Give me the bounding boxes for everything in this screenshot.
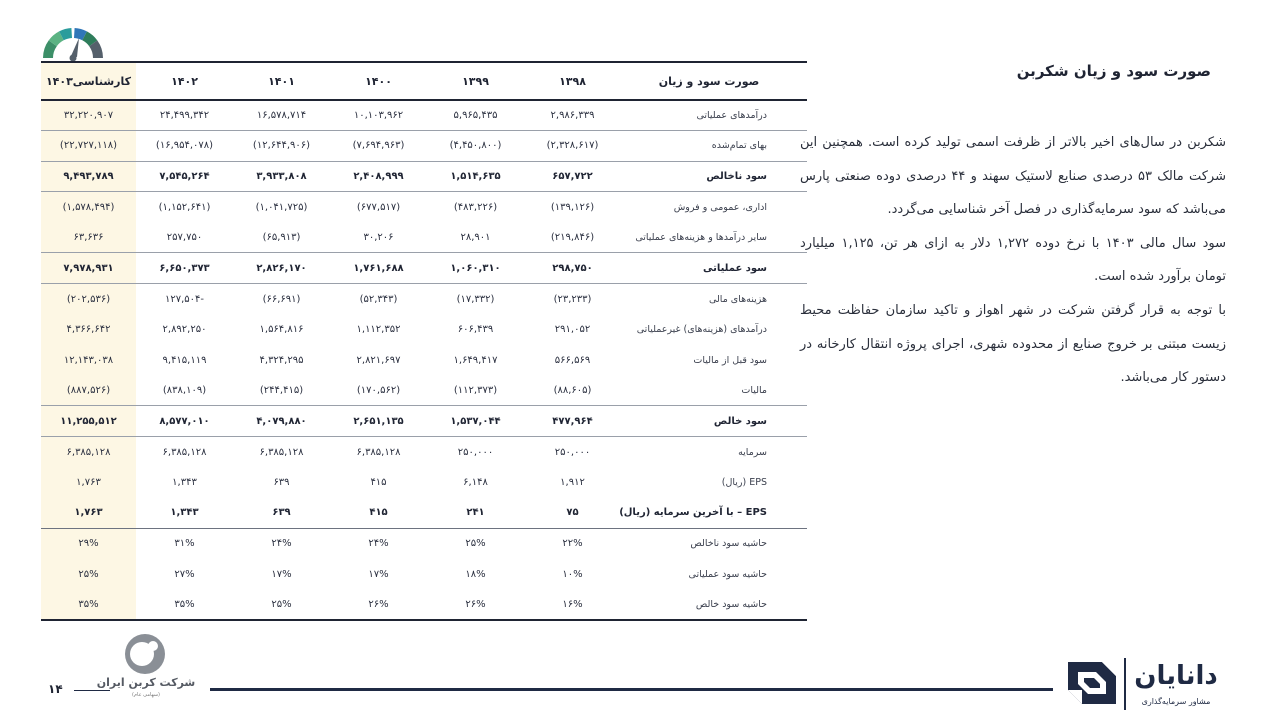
cell-1402: ۱,۳۴۳: [172, 476, 197, 488]
header-1400: ۱۴۰۰: [365, 74, 392, 88]
row-label: درآمدهای عملیاتی: [696, 110, 767, 122]
income-statement-table: [41, 61, 807, 621]
cell-1402: ۲۵۷,۷۵۰: [166, 231, 203, 243]
cell-1399: ۱,۵۳۷,۰۴۴: [427, 406, 524, 437]
cell-1399: (۱۷,۳۳۲): [427, 284, 524, 315]
cell-1402: ۲,۸۹۲,۲۵۰: [162, 323, 207, 335]
cell-1401: ۱۶,۵۷۸,۷۱۴: [256, 110, 307, 122]
cell-1401: ۱,۵۶۴,۸۱۶: [259, 323, 304, 335]
cell-1402: ۶,۳۸۵,۱۲۸: [136, 437, 233, 468]
cell-1400: ۴۱۵: [369, 507, 388, 519]
cell-1398: (۲,۳۲۸,۶۱۷): [524, 131, 621, 162]
cell-1403-forecast: (۲۲,۷۲۷,۱۱۸): [41, 131, 136, 162]
header-label: صورت سود و زیان: [658, 74, 760, 88]
cell-1398: (۱۳۹,۱۲۶): [524, 192, 621, 223]
header-1401: ۱۴۰۱: [268, 74, 295, 88]
cell-1399: ۲۶%: [427, 590, 524, 621]
cell-1401: ۶۳۹: [272, 507, 291, 519]
cell-1401: ۲۴%: [233, 528, 330, 559]
row-label: EPS – با آخرین سرمایه (ریال): [619, 507, 767, 519]
cell-1403-forecast: ۴,۳۶۶,۶۴۲: [41, 314, 136, 345]
table-row: [41, 100, 807, 131]
cell-1398: ۶۵۷,۷۲۲: [524, 161, 621, 192]
cell-1403-forecast: ۱,۷۶۳: [41, 498, 136, 529]
cell-1403-forecast: ۲۹%: [41, 528, 136, 559]
table-row: [41, 314, 807, 345]
cell-1399: ۲۴۱: [466, 507, 485, 519]
header-1403-forecast: کارشناسی۱۴۰۳: [41, 62, 136, 100]
cell-1401: (۱,۰۴۱,۷۲۵): [233, 192, 330, 223]
cell-1401: ۶۳۹: [273, 476, 290, 488]
cell-1403-forecast: (۸۸۷,۵۲۶): [41, 375, 136, 406]
cell-1399: ۱۸%: [465, 568, 486, 580]
table-row: [41, 590, 807, 621]
cell-1400: ۳۰,۲۰۶: [363, 231, 394, 243]
cell-1402: ۲۷%: [174, 568, 195, 580]
table-row: [41, 131, 807, 162]
gauge-logo-icon: [40, 22, 106, 62]
cell-1400: ۲,۶۵۱,۱۳۵: [330, 406, 427, 437]
cell-1401: ۲۵%: [233, 590, 330, 621]
cell-1401: (۶۵,۹۱۳): [262, 231, 301, 243]
danayan-brand-name: دانایان: [1134, 661, 1218, 691]
cell-1398: (۲۱۹,۸۴۶): [550, 231, 595, 243]
table-row: [41, 192, 807, 223]
cell-1398: ۵۶۶,۵۶۹: [554, 354, 591, 366]
cell-1400: ۲۶%: [330, 590, 427, 621]
danayan-tagline: مشاور سرمایه‌گذاری: [1141, 697, 1211, 706]
cell-1399: (۱۱۲,۳۷۳): [453, 384, 498, 396]
cell-1402: ۷,۵۴۵,۲۶۴: [136, 161, 233, 192]
cell-1403-forecast: (۱,۵۷۸,۴۹۴): [41, 192, 136, 223]
cell-1402: ۱,۳۴۳: [170, 507, 199, 519]
cell-1401: ۴,۰۷۹,۸۸۰: [233, 406, 330, 437]
paragraph-1: شکربن در سال‌های اخیر بالاتر از ظرفت اسمی تولید کرده است. همچنین این شرکت مالک ۵۳ درصدی صنایع لاستیک سهند و ۴۴ درصدی دوده صنعتی پارس می‌باشد که سود سرمایه‌گذاری در فصل آخر شناسایی می‌گردد.: [800, 135, 1226, 218]
table-row: [41, 375, 807, 406]
row-label: سود قبل از مالیات: [693, 354, 767, 366]
table-row: [41, 284, 807, 315]
cell-1400: ۱,۷۶۱,۶۸۸: [330, 253, 427, 284]
paragraph-2: سود سال مالی ۱۴۰۳ با نرخ دوده ۱,۲۷۲ دلار به ازای هر تن، ۱,۱۲۵ میلیارد تومان برآورد شده است.: [800, 235, 1226, 285]
row-label: سرمایه: [621, 437, 807, 468]
table-row: [41, 345, 807, 376]
cell-1400: ۱۷%: [368, 568, 389, 580]
cell-1400: ۱۰,۱۰۳,۹۶۲: [353, 110, 404, 122]
cell-1402: ۹,۴۱۵,۱۱۹: [162, 354, 207, 366]
cell-1401: ۴,۳۲۴,۲۹۵: [259, 354, 304, 366]
table-row: [41, 161, 807, 192]
table-row: [41, 406, 807, 437]
cell-1403-forecast: ۹,۴۹۳,۷۸۹: [41, 161, 136, 192]
page-number: ۱۴: [48, 682, 63, 696]
cell-1401: ۶,۳۸۵,۱۲۸: [233, 437, 330, 468]
row-label: حاشیه سود خالص: [621, 590, 807, 621]
cell-1399: ۲۸,۹۰۱: [460, 231, 491, 243]
cell-1402: -۱۲۷,۵۰۴: [136, 284, 233, 315]
row-label: هزینه‌های مالی: [621, 284, 807, 315]
cell-1399: ۵,۹۶۵,۴۳۵: [453, 110, 498, 122]
cell-1403-forecast: ۳۵%: [41, 590, 136, 621]
cell-1403-forecast: ۶,۳۸۵,۱۲۸: [41, 437, 136, 468]
cell-1399: ۱,۵۱۴,۶۳۵: [427, 161, 524, 192]
cell-1400: ۴۱۵: [370, 476, 387, 488]
cell-1400: (۱۷۰,۵۶۲): [356, 384, 401, 396]
table-row: [41, 528, 807, 559]
danayan-divider: [1124, 658, 1126, 710]
cell-1402: (۱۶,۹۵۴,۰۷۸): [136, 131, 233, 162]
cell-1399: ۶۰۶,۴۳۹: [457, 323, 494, 335]
cell-1398: ۲,۹۸۶,۳۳۹: [550, 110, 595, 122]
karbon-iran-logo-text: شرکت کربن ایران: [96, 676, 196, 689]
cell-1403-forecast: ۳۲,۲۲۰,۹۰۷: [41, 100, 136, 131]
header-1398: ۱۳۹۸: [559, 74, 586, 88]
cell-1399: (۴,۴۵۰,۸۰۰): [427, 131, 524, 162]
row-label: درآمدهای (هزینه‌های) غیرعملیاتی: [636, 323, 767, 335]
cell-1402: (۱,۱۵۲,۶۴۱): [136, 192, 233, 223]
cell-1401: (۶۶,۶۹۱): [233, 284, 330, 315]
cell-1400: (۶۷۷,۵۱۷): [330, 192, 427, 223]
cell-1399: ۱,۰۶۰,۳۱۰: [427, 253, 524, 284]
cell-1402: ۳۵%: [136, 590, 233, 621]
cell-1399: ۶,۱۴۸: [463, 476, 488, 488]
cell-1401: ۳,۹۳۳,۸۰۸: [233, 161, 330, 192]
row-label: اداری، عمومی و فروش: [621, 192, 807, 223]
table-row: [41, 498, 807, 529]
income-statement-table-wrapper: [41, 61, 767, 621]
cell-1403-forecast: ۱۲,۱۴۳,۰۳۸: [41, 345, 136, 376]
cell-1400: (۷,۶۹۴,۹۶۳): [330, 131, 427, 162]
row-label: مالیات: [741, 384, 767, 396]
cell-1400: ۱,۱۱۲,۳۵۲: [356, 323, 401, 335]
cell-1403-forecast: ۱۱,۲۵۵,۵۱۲: [41, 406, 136, 437]
cell-1401: (۱۲,۶۴۴,۹۰۶): [233, 131, 330, 162]
cell-1399: ۲۵%: [427, 528, 524, 559]
cell-1398: ۱۰%: [562, 568, 583, 580]
cell-1403-forecast: (۲۰۲,۵۳۶): [41, 284, 136, 315]
cell-1398: ۲۲%: [524, 528, 621, 559]
table-row: [41, 253, 807, 284]
header-1399: ۱۳۹۹: [462, 74, 489, 88]
cell-1398: ۷۵: [566, 507, 579, 519]
table-header-row: [41, 62, 807, 100]
cell-1398: ۱,۹۱۲: [560, 476, 585, 488]
cell-1402: ۶,۶۵۰,۳۷۳: [136, 253, 233, 284]
footer-divider: [210, 688, 1053, 691]
row-label: EPS (ریال): [721, 476, 767, 488]
cell-1398: (۸۸,۶۰۵): [553, 384, 592, 396]
cell-1400: ۲,۴۰۸,۹۹۹: [330, 161, 427, 192]
table-row: [41, 467, 807, 498]
cell-1401: ۱۷%: [271, 568, 292, 580]
cell-1399: ۱,۶۴۹,۴۱۷: [453, 354, 498, 366]
cell-1398: ۲۵۰,۰۰۰: [524, 437, 621, 468]
cell-1401: (۲۴۴,۴۱۵): [259, 384, 304, 396]
cell-1400: ۶,۳۸۵,۱۲۸: [330, 437, 427, 468]
row-label: سود ناخالص: [621, 161, 807, 192]
cell-1402: ۳۱%: [136, 528, 233, 559]
cell-1398: ۲۹۸,۷۵۰: [524, 253, 621, 284]
cell-1403-forecast: ۷,۹۷۸,۹۳۱: [41, 253, 136, 284]
row-label: سایر درآمدها و هزینه‌های عملیاتی: [635, 231, 767, 243]
row-label: سود عملیاتی: [621, 253, 807, 284]
cell-1403-forecast: ۱,۷۶۳: [41, 467, 136, 498]
danayan-logo-icon: [1066, 660, 1118, 706]
page-title: صورت سود و زیان شکربن: [1016, 62, 1211, 80]
cell-1398: ۴۷۷,۹۶۴: [524, 406, 621, 437]
cell-1398: (۲۳,۲۳۳): [524, 284, 621, 315]
cell-1403-forecast: ۲۵%: [41, 559, 136, 590]
row-label: حاشیه سود عملیاتی: [688, 568, 767, 580]
cell-1399: ۲۵۰,۰۰۰: [427, 437, 524, 468]
table-row: [41, 559, 807, 590]
cell-1400: ۲,۸۲۱,۶۹۷: [356, 354, 401, 366]
table-row: [41, 437, 807, 468]
paragraph-3: با توجه به قرار گرفتن شرکت در شهر اهواز و تاکید سازمان حفاظت محیط زیست مبتنی بر خروج صنایع از محدوده شهری، اجرای پروژه انتقال کارخانه در دستور کار می‌باشد.: [800, 302, 1226, 386]
cell-1403-forecast: ۶۳,۶۳۶: [41, 222, 136, 253]
karbon-iran-logo-subtext: (سهامی عام): [132, 692, 160, 698]
description-text: [800, 126, 1226, 395]
row-label: سود خالص: [621, 406, 807, 437]
cell-1398: ۲۹۱,۰۵۲: [554, 323, 591, 335]
cell-1402: ۸,۵۷۷,۰۱۰: [136, 406, 233, 437]
row-label: بهای تمام‌شده: [621, 131, 807, 162]
cell-1399: (۴۸۳,۲۲۶): [427, 192, 524, 223]
cell-1401: ۲,۸۲۶,۱۷۰: [233, 253, 330, 284]
cell-1402: ۲۴,۴۹۹,۳۴۲: [159, 110, 210, 122]
row-label: حاشیه سود ناخالص: [621, 528, 807, 559]
cell-1402: (۸۳۸,۱۰۹): [162, 384, 207, 396]
cell-1400: ۲۴%: [330, 528, 427, 559]
cell-1400: (۵۲,۳۴۳): [330, 284, 427, 315]
header-1402: ۱۴۰۲: [171, 74, 198, 88]
table-row: [41, 222, 807, 253]
cell-1398: ۱۶%: [524, 590, 621, 621]
